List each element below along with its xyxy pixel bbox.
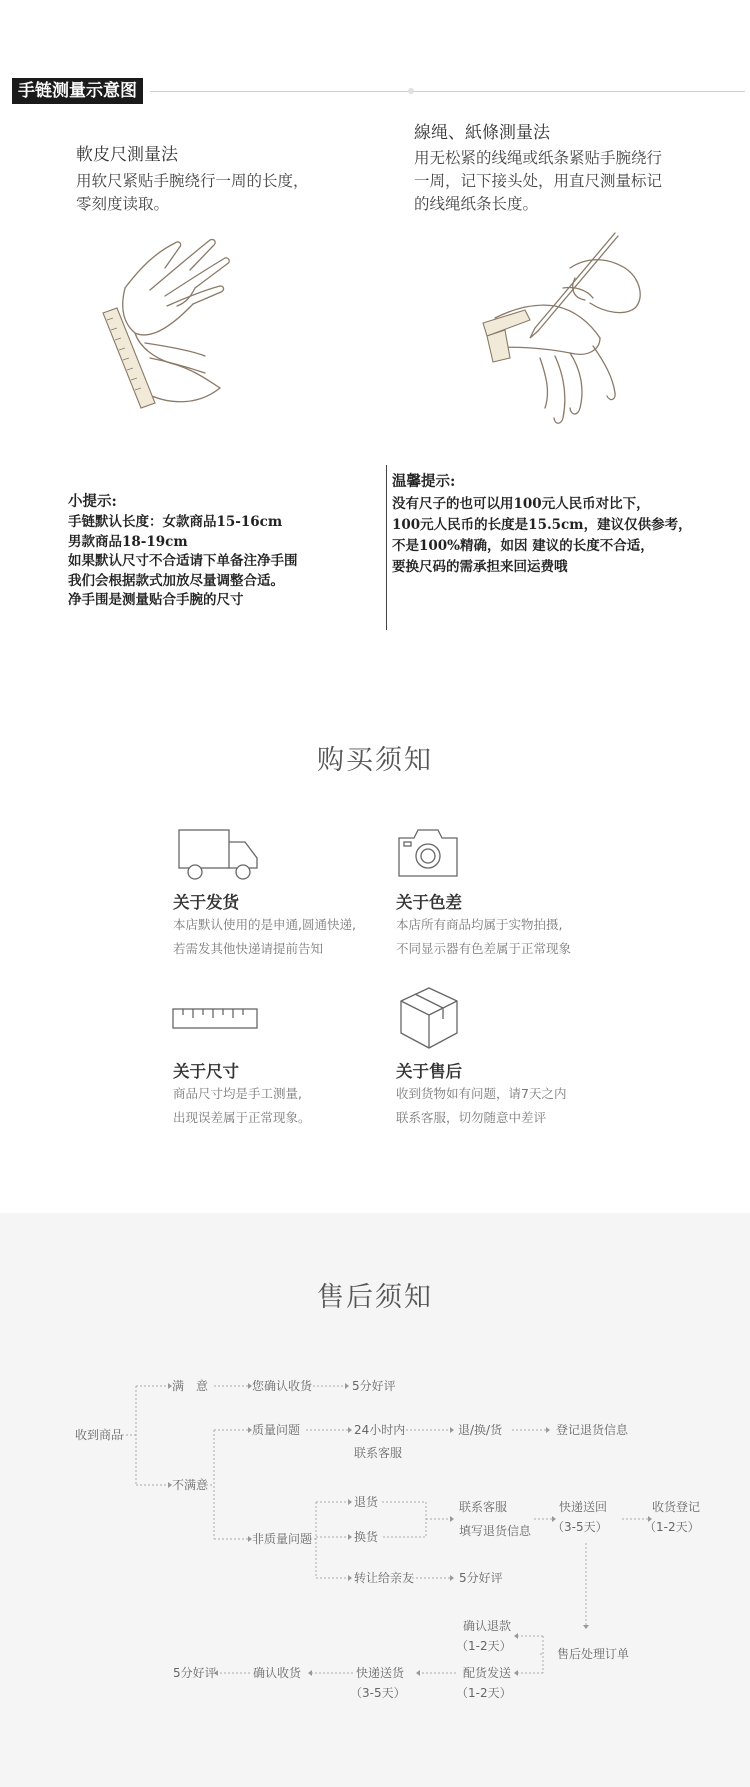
flow-fill-info: 填写退货信息 (459, 1524, 532, 1538)
tip-right-line: 100元人民币的长度是15.5cm，建议仅供参考， (392, 517, 692, 533)
flow-confirm-receipt: 您确认收货 (252, 1379, 313, 1393)
notice-color-text (396, 913, 571, 961)
flow-five-star-1: 5分好评 (352, 1379, 396, 1393)
method-left-text (76, 170, 309, 216)
flow-days-1-2-c: （1-2天） (456, 1686, 512, 1700)
tip-left-line: 我们会根据款式加放尽量调整合适。 (68, 572, 284, 589)
notice-size-text (173, 1082, 311, 1130)
tip-right-text (392, 494, 692, 578)
notice-shipping-title: 关于发货 (173, 893, 239, 912)
flow-unsatisfied: 不满意 (172, 1478, 209, 1492)
flow-five-star-2: 5分好评 (459, 1571, 503, 1585)
purchase-notice-title: 购买须知 (317, 745, 433, 776)
tip-left-line: 男款商品18-19cm (68, 533, 188, 550)
flow-non-quality-issue: 非质量问题 (252, 1532, 313, 1546)
tip-left-title: 小提示: (68, 493, 117, 510)
notice-size-line: 出现误差属于正常现象。 (173, 1110, 311, 1125)
flow-ship-out: 配货发送 (463, 1666, 512, 1680)
tip-right-line: 没有尺子的也可以用100元人民币对比下， (392, 496, 650, 512)
flow-contact-cs: 联系客服 (459, 1500, 508, 1514)
notice-color-title: 关于色差 (396, 893, 462, 912)
notice-shipping-line: 若需发其他快递请提前告知 (173, 941, 324, 956)
notice-aftersale-line: 收到货物如有问题，请7天之内 (396, 1086, 567, 1101)
tip-right-line: 要换尺码的需承担来回运费哦 (392, 559, 568, 575)
tip-left-line: 净手围是测量贴合手腕的尺寸 (68, 592, 244, 608)
measurement-section (0, 0, 750, 680)
method-right-line: 用无松紧的线绳或纸条紧贴手腕绕行 (414, 149, 663, 167)
flow-return-exchange: 退/换/货 (458, 1423, 503, 1437)
notice-shipping-line: 本店默认使用的是申通,圆通快递, (173, 917, 356, 932)
flow-transfer-friend: 转让给亲友 (354, 1571, 415, 1585)
tip-right-title: 温馨提示: (392, 473, 456, 490)
method-right-text (414, 147, 662, 216)
flow-receive-register: 收货登记 (652, 1500, 701, 1514)
divider-dot (408, 88, 414, 94)
method-right-line: 一周，记下接头处，用直尺测量标记 (414, 172, 663, 190)
flow-five-star-3: 5分好评 (173, 1666, 217, 1680)
flow-days-1-2-b: （1-2天） (456, 1639, 512, 1653)
box-icon (398, 985, 460, 1051)
flow-express-back: 快递送回 (559, 1500, 608, 1514)
flow-satisfied: 满 意 (172, 1379, 209, 1393)
ruler-icon (171, 1005, 259, 1031)
notice-aftersale-text (396, 1082, 566, 1130)
flow-days-3-5-a: （3-5天） (552, 1520, 608, 1534)
purchase-notice-section (0, 680, 750, 1213)
notice-aftersale-line: 联系客服，切勿随意中差评 (396, 1110, 547, 1125)
flow-contact-service: 联系客服 (354, 1446, 403, 1460)
tip-left-line: 手链默认长度：女款商品15-16cm (68, 514, 283, 530)
method-right-title: 線绳、紙條測量法 (414, 123, 550, 143)
after-sale-title: 售后须知 (317, 1282, 433, 1313)
tip-left-text (68, 513, 298, 611)
truck-icon (177, 826, 261, 882)
flow-days-3-5-b: （3-5天） (350, 1686, 406, 1700)
method-left-line: 零刻度读取。 (76, 195, 170, 213)
flow-register-info: 登记退货信息 (556, 1423, 629, 1437)
flow-receive: 收到商品 (75, 1428, 124, 1442)
tip-left-line: 如果默认尺寸不合适请下单备注净手围 (68, 553, 298, 569)
tips-divider (386, 465, 387, 630)
method-right-line: 的线绳纸条长度。 (414, 195, 539, 213)
notice-aftersale-title: 关于售后 (396, 1062, 462, 1081)
flow-days-1-2-a: （1-2天） (644, 1520, 700, 1534)
hand-tape-measure-illustration (95, 228, 245, 428)
method-left-line: 用软尺紧贴手腕绕行一周的长度， (76, 172, 309, 190)
section-tag: 手链测量示意图 (12, 78, 143, 104)
hand-string-pen-illustration (475, 228, 655, 438)
notice-shipping-text (173, 913, 356, 961)
flow-contact-24h: 24小时内 (354, 1423, 406, 1437)
camera-icon (396, 826, 460, 880)
notice-size-title: 关于尺寸 (173, 1062, 239, 1081)
flow-exchange: 换货 (354, 1530, 379, 1544)
flow-quality-issue: 质量问题 (252, 1423, 301, 1437)
notice-color-line: 本店所有商品均属于实物拍摄, (396, 917, 563, 932)
tip-right-line: 不是100%精确，如因 建议的长度不合适， (392, 538, 654, 554)
divider-line (150, 91, 745, 92)
after-sale-section (0, 1213, 750, 1787)
flow-process-order: 售后处理订单 (557, 1647, 630, 1661)
flow-confirm-refund: 确认退款 (463, 1619, 512, 1633)
notice-size-line: 商品尺寸均是手工测量, (173, 1086, 302, 1101)
flow-return: 退货 (354, 1495, 379, 1509)
flow-confirm-receipt-2: 确认收货 (253, 1666, 302, 1680)
method-left-title: 軟皮尺測量法 (76, 145, 178, 165)
flow-express-send: 快递送货 (356, 1666, 405, 1680)
notice-color-line: 不同显示器有色差属于正常现象 (396, 941, 572, 956)
